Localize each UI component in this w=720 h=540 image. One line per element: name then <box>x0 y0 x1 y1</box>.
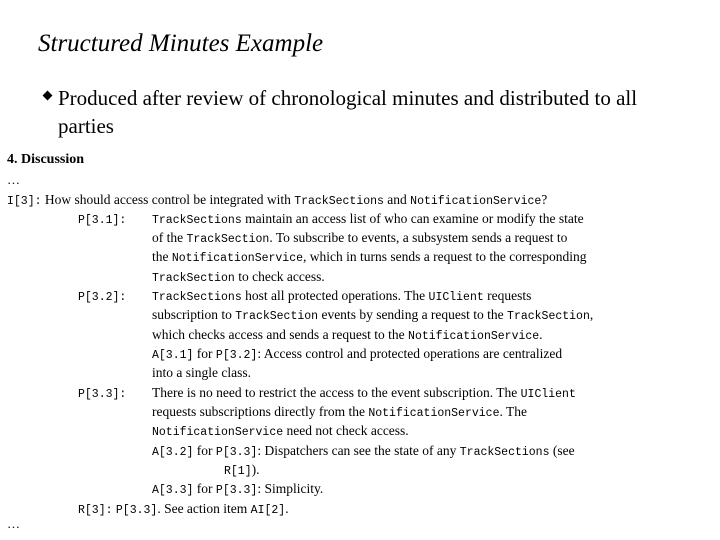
text-run: to check access. <box>234 269 325 284</box>
code-term: NotificationService <box>408 330 540 343</box>
text-run: need not check access. <box>283 423 409 438</box>
text-run: of the <box>152 230 187 245</box>
code-term: TrackSection <box>507 310 590 323</box>
text-run: the <box>152 249 172 264</box>
diamond-bullet-icon <box>43 91 53 101</box>
code-term: NotificationService <box>152 426 284 439</box>
code-term: R[3]: <box>78 504 113 517</box>
code-term: TrackSections <box>152 291 242 304</box>
code-term: R[1] <box>224 465 252 478</box>
text-run: How should access control be integrated with <box>41 192 295 207</box>
proposal-p3-3-text-line <box>152 421 409 442</box>
code-term: NotificationService <box>368 407 500 420</box>
text-run: (see <box>549 443 575 458</box>
code-term: P[3.3]: <box>78 388 127 401</box>
text-run: for <box>193 443 216 458</box>
code-term: P[3.3] <box>215 484 258 497</box>
text-run: . The <box>499 404 527 419</box>
code-term: AI[2] <box>250 504 286 517</box>
proposal-p3-1-label-line <box>78 209 126 230</box>
argument-a3-3-line <box>152 479 323 500</box>
text-run: requests <box>483 288 532 303</box>
code-term: P[3.1]: <box>78 214 127 227</box>
text-run: : Simplicity. <box>257 481 324 496</box>
text-run: for <box>193 346 216 361</box>
code-term: TrackSection <box>235 310 319 323</box>
code-term: A[3.2] <box>152 446 194 459</box>
text-run: : Access control and protected operations are centralized <box>257 346 563 361</box>
text-run: for <box>193 481 216 496</box>
code-term: NotificationService <box>171 252 303 265</box>
resolution-r3-line <box>78 499 289 520</box>
code-term: P[3.2]: <box>78 291 127 304</box>
code-term: TrackSection <box>152 272 235 285</box>
code-term: UIClient <box>520 388 576 401</box>
code-term: P[3.2] <box>215 349 258 362</box>
bullet-text: Produced after review of chronological minutes and distributed to all parties <box>58 86 638 138</box>
text-run: into a single class. <box>152 365 251 380</box>
code-term: TrackSections <box>294 195 384 208</box>
proposal-p3-2-label-line <box>78 286 126 307</box>
proposal-p3-1-text-line <box>152 247 586 268</box>
code-term: A[3.3] <box>152 484 194 497</box>
text-run: which checks access and sends a request to the <box>152 327 409 342</box>
text-run: . See action item <box>157 501 251 516</box>
text-run: . <box>285 501 289 516</box>
code-term: I[3]: <box>7 195 42 208</box>
text-run: events by sending a request to the <box>318 307 508 322</box>
proposal-p3-2-text-line <box>152 305 593 326</box>
text-run: ? <box>541 192 548 207</box>
text-run: : Dispatchers can see the state of any <box>257 443 460 458</box>
argument-a3-2-line <box>152 441 575 462</box>
text-run: There is no need to restrict the access to the event subscription. The <box>152 385 521 400</box>
code-term: TrackSections <box>459 446 550 459</box>
text-run: maintain an access list of who can examine or modify the state <box>241 211 584 226</box>
text-run: and <box>383 192 411 207</box>
text-run: , which in turns sends a request to the corresponding <box>303 249 587 264</box>
text-run: , <box>589 307 594 322</box>
text-run: ). <box>251 462 260 477</box>
section-heading: 4. Discussion <box>7 152 85 167</box>
text-run: subscription to <box>152 307 236 322</box>
text-run: host all protected operations. The <box>241 288 429 303</box>
code-term: UIClient <box>428 291 484 304</box>
argument-a3-1-line <box>152 363 251 382</box>
code-term: TrackSections <box>152 214 242 227</box>
proposal-p3-3-label-line <box>78 383 126 404</box>
text-run: . To subscribe to events, a subsystem sends a request to <box>269 230 568 245</box>
text-run: requests subscriptions directly from the <box>152 404 369 419</box>
ellipsis-top: … <box>7 172 20 187</box>
code-term: P[3.3] <box>215 446 258 459</box>
ellipsis-bottom: … <box>7 516 20 531</box>
slide-title: Structured Minutes Example <box>38 30 324 57</box>
code-term: TrackSection <box>186 233 270 246</box>
code-term: NotificationService <box>410 195 542 208</box>
code-term: P[3.3] <box>115 504 158 517</box>
text-run: . <box>539 327 543 342</box>
code-term: A[3.1] <box>152 349 194 362</box>
